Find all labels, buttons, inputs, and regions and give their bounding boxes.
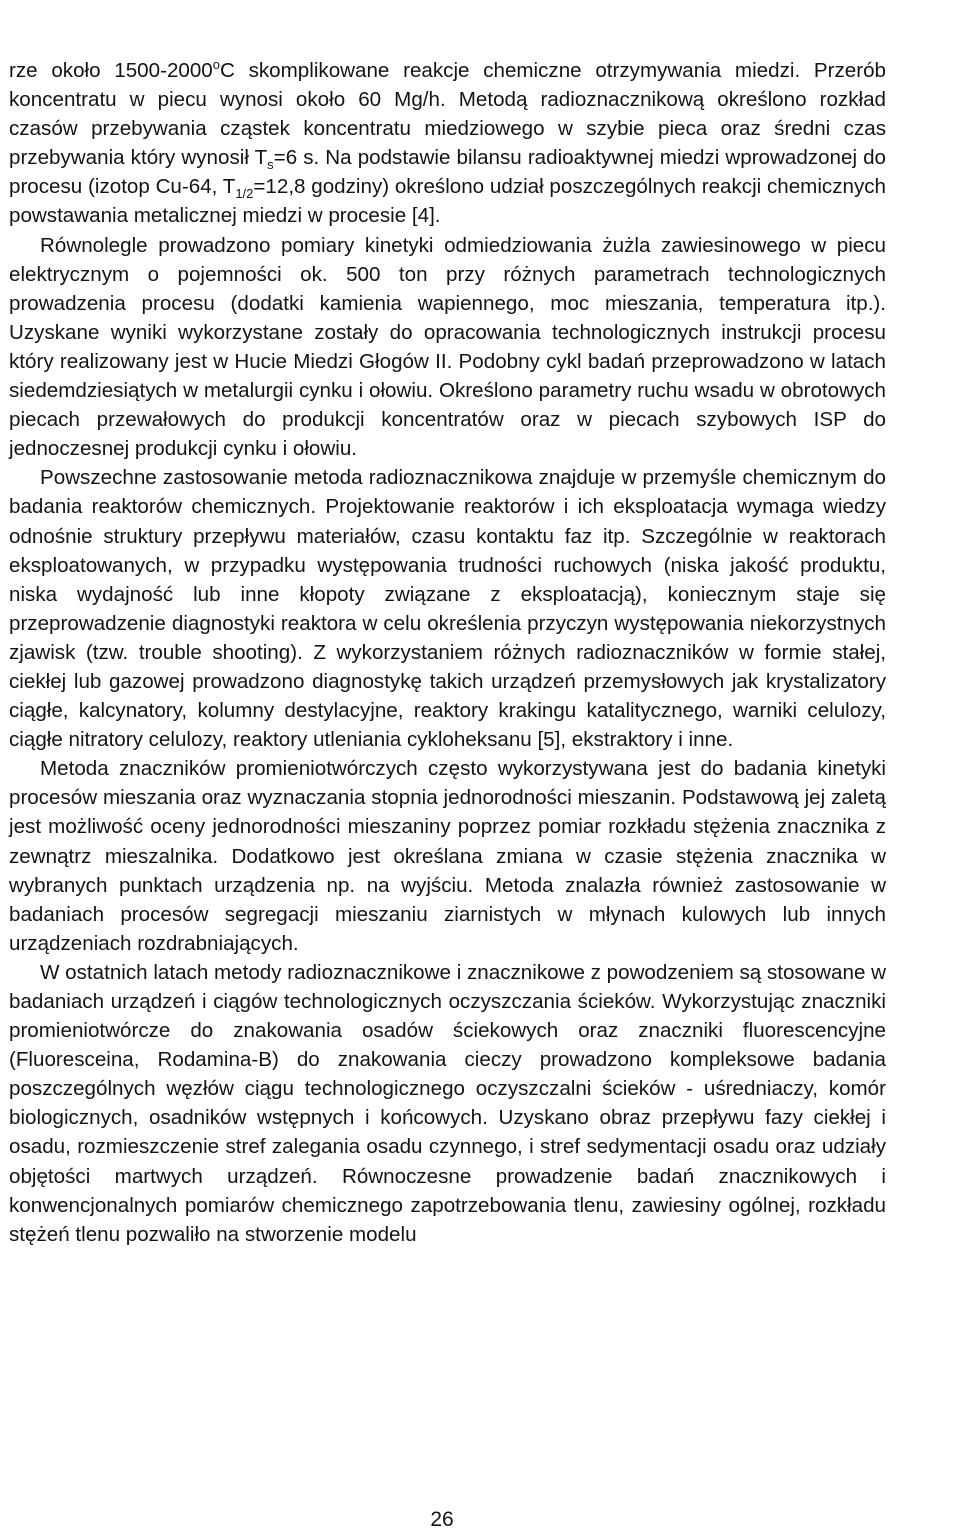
text-run: =6 s. Na podstawie bilansu radioaktywnej miedzi wprowadzonej do procesu (izotop Cu-64, T — [9, 146, 886, 199]
text-run: Równolegle prowadzono pomiary kinetyki odmiedziowania żużla zawiesinowego w piecu elektrycznym o pojemności ok. 500 ton przy różnych parametrach technologicznych prowadzenia procesu (dodatki kamienia wapiennego, moc mieszania, temperatura itp.). Uzyskane wyniki wykorzystane zostały do opracowania technologicznych instrukcji procesu który realizowany jest w Hucie Miedzi Głogów II. Podobny cykl badań przeprowadzono w latach siedemdziesiątych w metalurgii cynku i ołowiu. Określono parametry ruchu wsadu w obrotowych piecach przewałowych do produkcji koncentratów oraz w piecach szybowych ISP do jednoczesnej produkcji cynku i ołowiu. — [9, 233, 886, 461]
text-run: W ostatnich latach metody radioznacznikowe i znacznikowe z powodzeniem są stosowane w badaniach urządzeń i ciągów technologicznych oczyszczania ścieków. Wykorzystując znaczniki promieniotwórcze do znakowania osadów ściekowych oraz znaczniki fluorescencyjne (Fluoresceina, Rodamina-B) do znakowania cieczy prowadzono kompleksowe badania poszczególnych węzłów ciągu technologicznego oczyszczalni ścieków - uśredniaczy, komór biologicznych, osadników wstępnych i końcowych. Uzyskano obraz przepływu fazy ciekłej i osadu, rozmieszczenie stref zalegania osadu czynnego, i stref sedymentacji osadu oraz udziały objętości martwych urządzeń. Równoczesne prowadzenie badań znacznikowych i konwencjonalnych pomiarów chemicznego zapotrzebowania tlenu, zawiesiny ogólnej, rozkładu stężeń tlenu pozwaliło na stworzenie modelu — [9, 960, 886, 1246]
paragraph — [9, 958, 886, 1249]
paragraph — [9, 56, 886, 231]
paragraph — [9, 463, 886, 754]
text-run: Powszechne zastosowanie metoda radioznacznikowa znajduje w przemyśle chemicznym do badania reaktorów chemicznych. Projektowanie reaktorów i ich eksploatacja wymaga wiedzy odnośnie struktury przepływu materiałów, czasu kontaktu faz itp. Szczególnie w reaktorach eksploatowanych, w przypadku występowania trudności ruchowych (niska jakość produktu, niska wydajność lub inne kłopoty związane z eksploatacją), koniecznym staje się przeprowadzenie diagnostyki reaktora w celu określenia przyczyn występowania niekorzystnych zjawisk (tzw. trouble shooting). Z wykorzystaniem różnych radioznaczników w formie stałej, ciekłej lub gazowej prowadzono diagnostykę takich urządzeń przemysłowych jak krystalizatory ciągłe, kalcynatory, kolumny destylacyjne, reaktory krakingu katalitycznego, warniki celulozy, ciągłe nitratory celulozy, reaktory utleniania cykloheksanu [5], ekstraktory i inne. — [9, 466, 886, 752]
page-body — [9, 56, 886, 1249]
superscript: o — [212, 57, 220, 73]
subscript: s — [267, 157, 274, 173]
text-run: rze około 1500-2000 — [9, 59, 213, 82]
subscript: 1/2 — [235, 186, 254, 202]
page-number: 26 — [430, 1508, 454, 1531]
text-run: =12,8 godziny) określono udział poszczególnych reakcji chemicznych powstawania metalicznej miedzi w procesie [4]. — [9, 175, 886, 228]
text-run: C skomplikowane reakcje chemiczne otrzymywania miedzi. Przerób koncentratu w piecu wynosi około 60 Mg/h. Metodą radioznacznikową określono rozkład czasów przebywania cząstek koncentratu miedziowego w szybie pieca oraz średni czas przebywania który wynosił T — [9, 59, 886, 170]
paragraph — [9, 231, 886, 464]
paragraph — [9, 754, 886, 958]
text-run: Metoda znaczników promieniotwórczych często wykorzystywana jest do badania kinetyki procesów mieszania oraz wyznaczania stopnia jednorodności mieszanin. Podstawową jej zaletą jest możliwość oceny jednorodności mieszaniny poprzez pomiar rozkładu stężenia znacznika z zewnątrz mieszalnika. Dodatkowo jest określana zmiana w czasie stężenia znacznika w wybranych punktach urządzenia np. na wyjściu. Metoda znalazła również zastosowanie w badaniach procesów segregacji mieszaniu ziarnistych w młynach kulowych lub innych urządzeniach rozdrabniających. — [9, 757, 886, 955]
